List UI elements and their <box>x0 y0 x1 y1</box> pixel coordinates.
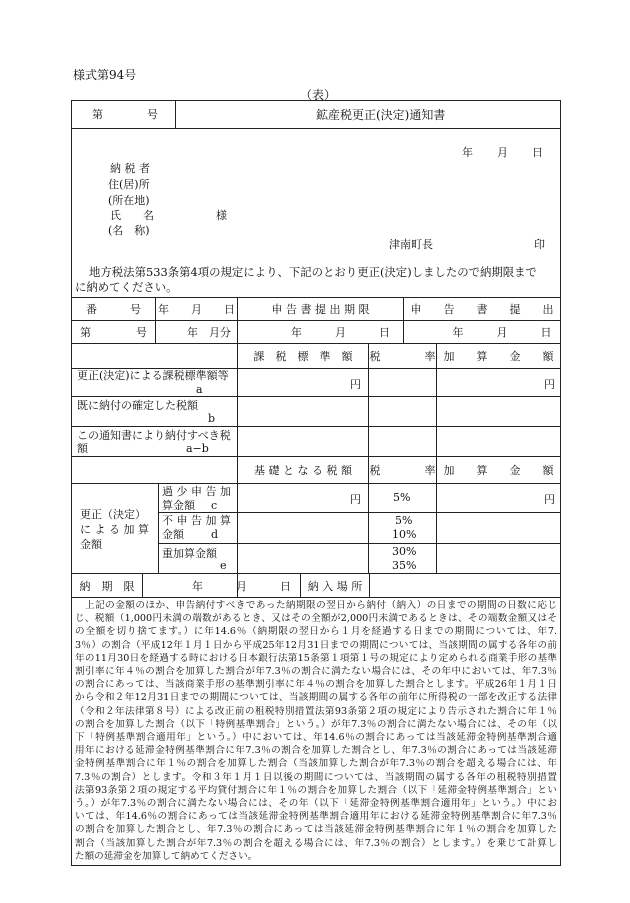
nonfiling-surcharge-label: 不 申 告 加 算 金額 <box>162 514 231 541</box>
notes-line: じ、税額（1,000円未満の端数があるとき、又はその全額が2,000円未満であるときは、その端数金額又はそ <box>75 613 557 625</box>
submit-header: 申 告 書 提 出 <box>410 303 554 316</box>
yen-unit: 円 <box>544 378 555 391</box>
surcharge-rate: 5% <box>393 491 411 504</box>
tax-row-code: a <box>196 383 203 396</box>
heavy-surcharge-label: 重加算金額 <box>162 547 217 560</box>
form-number: 様式第94号 <box>73 68 137 82</box>
underreport-surcharge-label: 過 少 申 告 加 算金額 <box>162 485 231 512</box>
yen-unit: 円 <box>544 493 555 506</box>
notice-number-cell: 第 号 <box>92 108 158 121</box>
honorific-label: 様 <box>216 209 227 222</box>
address-label: 住(居)所 <box>108 178 150 191</box>
notes-line: 用年における延滞金特例基準割合に年7.3％の割合を加算した割合とし、年7.3％の割合にあっては当該延滞 <box>75 745 557 757</box>
tax-row-code: a−b <box>186 442 209 455</box>
surcharge-rate: 10% <box>392 528 417 541</box>
number-header: 番 号 <box>86 303 141 316</box>
deadline-header: 申 告 書 提 出 期 限 <box>271 303 370 316</box>
surcharge-code: d <box>211 528 219 541</box>
tax-row-label: 更正(決定)による課税標準額等 <box>77 369 229 382</box>
notes-line: の全額を切り捨てます。）に年14.6％（納期限の翌日から１月を経過する日までの期間については、年7. <box>75 626 557 638</box>
tax-row-label: 既に納付の確定した税額 <box>77 399 198 412</box>
base-tax-header: 基 礎 と な る 税 額 <box>254 464 352 477</box>
notes-line: から令和２年12月31日までの期間については、当該期間の属する各年の前年に所得税の一部を改正する法律 <box>75 692 557 704</box>
payment-place-label: 納 入 場 所 <box>307 579 363 593</box>
taxpayer-label: 納 税 者 <box>110 162 150 175</box>
tax-row-label: この通知書により納付すべき税額 <box>77 429 231 455</box>
date-header: 年 月 日 <box>158 303 235 316</box>
face-label: （表） <box>300 88 337 102</box>
notes-line: いては、年14.6％の割合にあっては当該延滞金特例基準割合適用年における延滞金特例基準割合に年7.3％ <box>75 811 557 823</box>
payment-deadline-value: 年 月 日 <box>192 579 291 593</box>
submit-value: 年 月 日 <box>452 326 552 339</box>
payment-deadline-label: 納 期 限 <box>79 579 135 593</box>
notes-line: 割引率に年４％の割合を加算した割合が年7.3％の割合に満たない場合には、その年中においては、年7.3％ <box>75 666 557 677</box>
surcharge-header: 加 算 金 額 <box>443 350 554 363</box>
number-value: 第 号 <box>80 326 147 339</box>
tax-rate-header: 税 率 <box>369 350 436 363</box>
tax-base-header: 課 税 標 準 額 <box>253 350 353 363</box>
surcharge-group-label: 更正（決定） に よ る 加 算 金額 <box>80 508 149 551</box>
intro-text-line2: に納めてください。 <box>75 280 178 294</box>
surcharge-code: c <box>211 499 218 512</box>
surcharge-amount-header: 加 算 金 額 <box>443 464 554 477</box>
notice-date: 年 月 日 <box>462 146 543 159</box>
surcharge-rate-header: 税 率 <box>369 464 436 477</box>
surcharge-rate: 35% <box>392 559 417 572</box>
tax-row-code: b <box>208 412 216 425</box>
notes-line: た額の延滞金を加算して納めてください。 <box>75 850 258 862</box>
document-title: 鉱産税更正(決定)通知書 <box>316 107 446 122</box>
notes-line: 上記の金額のほか、申告納付すべきであった納期限の翌日から納付（納入）の日までの期間の日数に応じ <box>75 600 557 611</box>
notes-line: の割合にあっては、当該商業手形の基準割引率に年４％の割合を加算した割合とします。平成26年１月１日 <box>75 679 557 691</box>
yen-unit: 円 <box>350 378 361 391</box>
notes-line: 年の11月30日を経過する時における日本銀行法第15条第１項第１号の規定により定められる商業手形の基準 <box>75 652 557 664</box>
surcharge-code: e <box>220 559 227 572</box>
notes-line: 7.3％の割合）とします。令和３年１月１日以後の期間については、当該期間の属する各年の租税特別措置 <box>75 771 557 783</box>
surcharge-rate: 5% <box>395 514 413 527</box>
yen-unit: 円 <box>350 493 361 506</box>
year-month-value: 年 月分 <box>187 326 231 339</box>
notes-line: 割合（当該加算した割合が年7.3％の割合を超える場合には、年7.3％の割合）とします。）を乗じて計算し <box>75 837 557 849</box>
seal-mark: 印 <box>534 238 545 251</box>
issuer-name: 津南町長 <box>389 238 433 251</box>
location-label: (所在地) <box>108 194 150 207</box>
corp-name-label: (名 称) <box>108 224 150 237</box>
notes-line: 下「特例基準割合適用年」という。）中においては、年14.6％の割合にあっては当該延滞金特例基準割合適 <box>75 732 557 743</box>
deadline-value: 年 月 日 <box>291 326 390 339</box>
notes-line: う。）が年7.3％の割合に満たない場合には、その年（以下「延滞金特例基準割合適用年」という。）中にお <box>75 798 557 809</box>
notes-line: の割合を加算した割合（以下「特例基準割合」という。）が年7.3％の割合に満たない場合には、その年（以 <box>75 718 557 730</box>
notes-line: （令和２年法律第８号）による改正前の租税特別措置法第93条第２項の規定により告示された割合に年１％ <box>75 705 557 717</box>
surcharge-rate: 30% <box>392 545 417 558</box>
notes-line: の割合を加算した割合とし、年7.3％の割合にあっては当該延滞金特例基準割合に年１％の割合を加算した <box>75 824 557 836</box>
notes-line: 法第93条第２項の規定する平均貸付割合に年１％の割合を加算した割合（以下「延滞金特例基準割合」とい <box>75 784 557 796</box>
notes-line: 3％）の割合（平成12年１月１日から平成25年12月31日までの期間については、当該期間の属する各年の前 <box>75 639 557 651</box>
name-label: 氏 名 <box>110 209 154 222</box>
notes-line: 金特例基準割合に年１％の割合を加算した割合（当該加算した割合が年7.3％の割合を超える場合には、年 <box>75 758 557 770</box>
intro-text-line1: 地方税法第533条第4項の規定により、下記のとおり更正(決定)しましたので納期限まで <box>89 265 537 279</box>
